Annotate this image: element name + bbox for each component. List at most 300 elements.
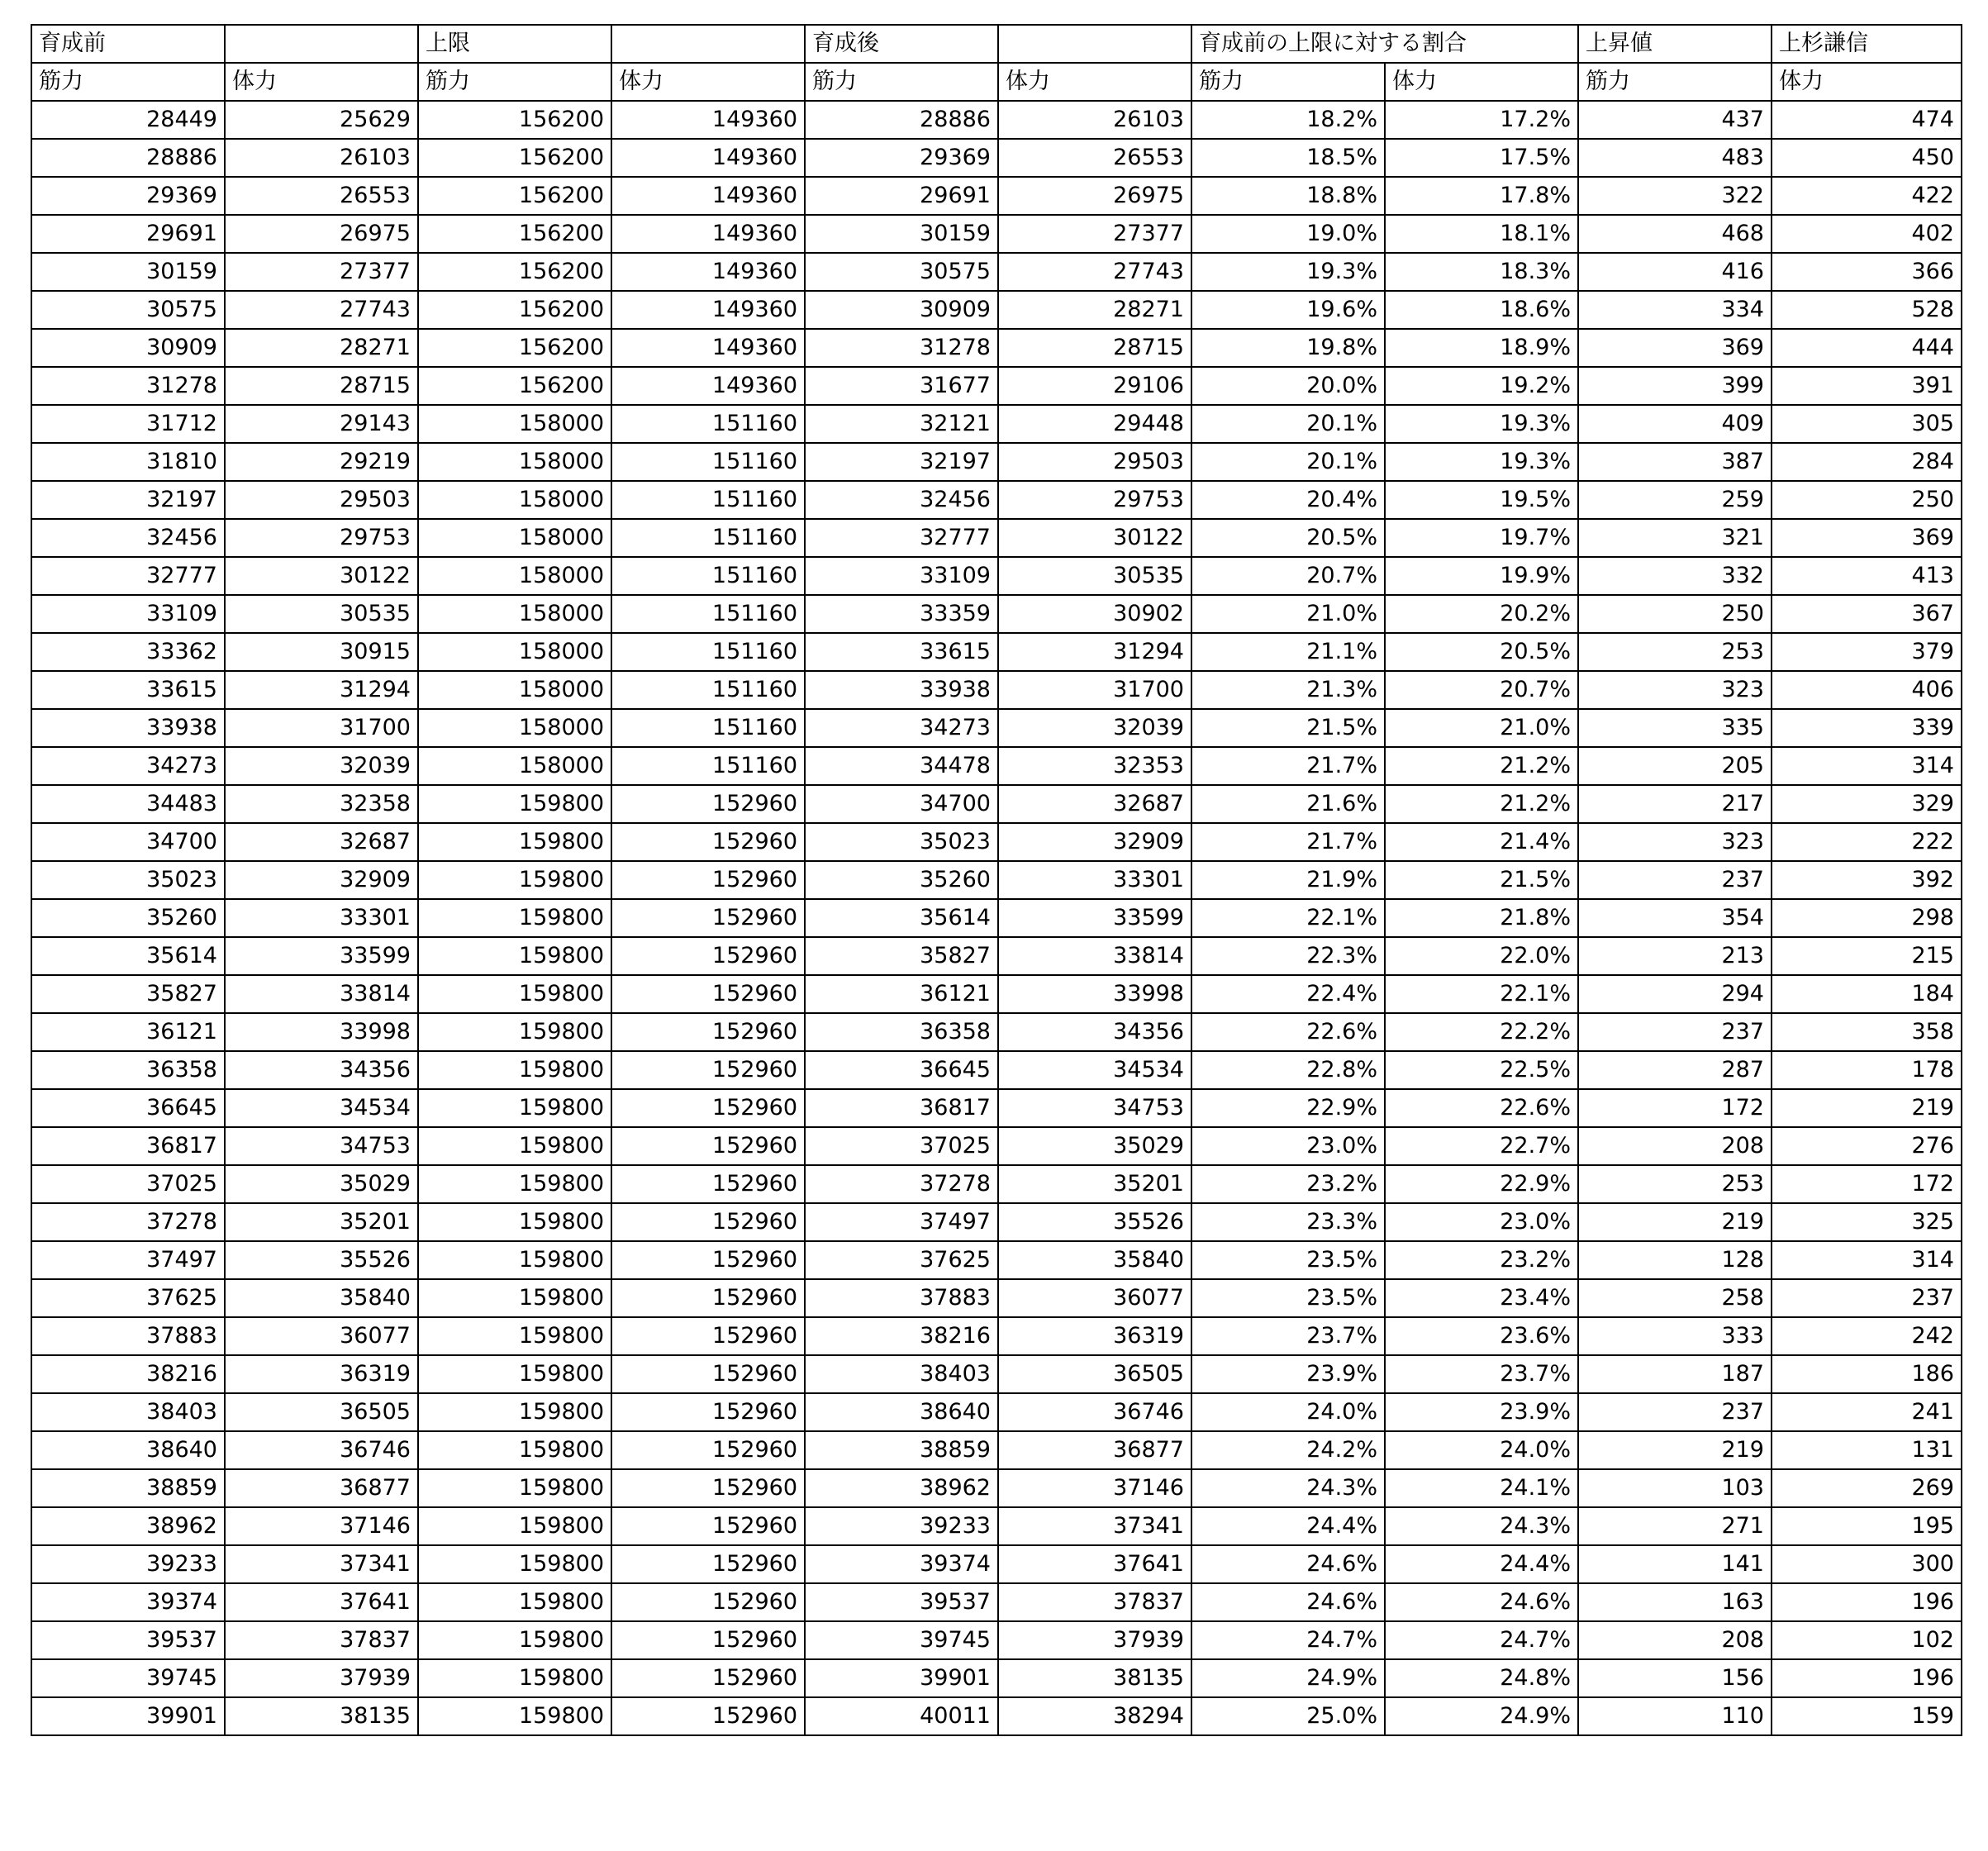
table-cell: 33938 — [805, 671, 998, 709]
table-cell: 19.6% — [1191, 291, 1385, 329]
table-cell: 151160 — [611, 443, 805, 481]
table-cell: 152960 — [611, 1203, 805, 1241]
table-cell: 31810 — [31, 443, 225, 481]
table-cell: 159800 — [418, 1697, 611, 1735]
table-cell: 151160 — [611, 747, 805, 785]
table-cell: 31278 — [805, 329, 998, 367]
table-cell: 152960 — [611, 823, 805, 861]
table-cell: 159800 — [418, 1279, 611, 1317]
table-cell: 30159 — [31, 253, 225, 291]
table-cell: 367 — [1772, 595, 1962, 633]
table-row — [31, 1545, 1962, 1583]
table-cell: 29503 — [998, 443, 1191, 481]
table-cell: 259 — [1578, 481, 1772, 519]
table-cell: 35614 — [805, 899, 998, 937]
table-cell: 30902 — [998, 595, 1191, 633]
table-cell: 32456 — [805, 481, 998, 519]
table-cell: 35827 — [805, 937, 998, 975]
table-row — [31, 671, 1962, 709]
table-cell: 29753 — [998, 481, 1191, 519]
table-cell: 237 — [1578, 861, 1772, 899]
table-cell: 36319 — [998, 1317, 1191, 1355]
table-cell: 158000 — [418, 747, 611, 785]
table-row — [31, 329, 1962, 367]
table-cell: 335 — [1578, 709, 1772, 747]
table-row — [31, 1469, 1962, 1507]
table-cell: 269 — [1772, 1469, 1962, 1507]
table-cell: 28715 — [998, 329, 1191, 367]
table-cell: 33599 — [998, 899, 1191, 937]
header-sub-cell: 体力 — [1772, 63, 1962, 101]
table-cell: 31712 — [31, 405, 225, 443]
table-cell: 314 — [1772, 1241, 1962, 1279]
table-cell: 20.4% — [1191, 481, 1385, 519]
table-row — [31, 291, 1962, 329]
table-cell: 33301 — [225, 899, 418, 937]
table-cell: 29448 — [998, 405, 1191, 443]
table-cell: 22.9% — [1191, 1089, 1385, 1127]
table-row — [31, 1317, 1962, 1355]
table-row — [31, 633, 1962, 671]
table-row — [31, 1279, 1962, 1317]
table-cell: 37146 — [225, 1507, 418, 1545]
table-cell: 24.4% — [1385, 1545, 1578, 1583]
table-cell: 21.0% — [1191, 595, 1385, 633]
table-row — [31, 367, 1962, 405]
table-cell: 28449 — [31, 101, 225, 139]
table-cell: 33938 — [31, 709, 225, 747]
table-cell: 158000 — [418, 709, 611, 747]
table-cell: 156200 — [418, 329, 611, 367]
table-cell: 35827 — [31, 975, 225, 1013]
table-cell: 24.7% — [1385, 1621, 1578, 1659]
table-cell: 24.0% — [1191, 1393, 1385, 1431]
table-row — [31, 747, 1962, 785]
table-cell: 250 — [1578, 595, 1772, 633]
table-cell: 25.0% — [1191, 1697, 1385, 1735]
table-row — [31, 443, 1962, 481]
table-row — [31, 1089, 1962, 1127]
table-cell: 149360 — [611, 291, 805, 329]
table-row — [31, 215, 1962, 253]
table-cell: 26553 — [998, 139, 1191, 177]
table-cell: 366 — [1772, 253, 1962, 291]
table-row — [31, 139, 1962, 177]
table-cell: 186 — [1772, 1355, 1962, 1393]
table-cell: 110 — [1578, 1697, 1772, 1735]
header-limit: 上限 — [418, 25, 611, 63]
table-cell: 36746 — [225, 1431, 418, 1469]
table-row — [31, 823, 1962, 861]
table-cell: 22.7% — [1385, 1127, 1578, 1165]
table-cell: 219 — [1578, 1431, 1772, 1469]
table-cell: 21.1% — [1191, 633, 1385, 671]
table-cell: 36121 — [31, 1013, 225, 1051]
table-cell: 416 — [1578, 253, 1772, 291]
table-cell: 24.8% — [1385, 1659, 1578, 1697]
table-cell: 300 — [1772, 1545, 1962, 1583]
table-cell: 450 — [1772, 139, 1962, 177]
header-sub-cell: 体力 — [998, 63, 1191, 101]
table-cell: 325 — [1772, 1203, 1962, 1241]
table-cell: 152960 — [611, 975, 805, 1013]
table-cell: 152960 — [611, 1697, 805, 1735]
table-cell: 33109 — [805, 557, 998, 595]
table-cell: 321 — [1578, 519, 1772, 557]
table-cell: 205 — [1578, 747, 1772, 785]
table-cell: 37025 — [31, 1165, 225, 1203]
table-cell: 24.7% — [1191, 1621, 1385, 1659]
table-cell: 329 — [1772, 785, 1962, 823]
table-cell: 19.3% — [1385, 405, 1578, 443]
table-cell: 23.6% — [1385, 1317, 1578, 1355]
table-cell: 152960 — [611, 1013, 805, 1051]
table-cell: 158000 — [418, 595, 611, 633]
table-cell: 131 — [1772, 1431, 1962, 1469]
table-cell: 25629 — [225, 101, 418, 139]
table-cell: 399 — [1578, 367, 1772, 405]
table-cell: 152960 — [611, 1583, 805, 1621]
table-cell: 34700 — [31, 823, 225, 861]
table-cell: 158000 — [418, 443, 611, 481]
table-cell: 31677 — [805, 367, 998, 405]
table-cell: 34753 — [998, 1089, 1191, 1127]
table-cell: 271 — [1578, 1507, 1772, 1545]
table-cell: 241 — [1772, 1393, 1962, 1431]
table-cell: 37341 — [998, 1507, 1191, 1545]
table-cell: 151160 — [611, 595, 805, 633]
table-cell: 32456 — [31, 519, 225, 557]
table-cell: 149360 — [611, 101, 805, 139]
table-cell: 18.6% — [1385, 291, 1578, 329]
table-cell: 31294 — [225, 671, 418, 709]
table-cell: 215 — [1772, 937, 1962, 975]
table-cell: 422 — [1772, 177, 1962, 215]
table-cell: 163 — [1578, 1583, 1772, 1621]
table-cell: 38403 — [805, 1355, 998, 1393]
table-cell: 32353 — [998, 747, 1191, 785]
table-cell: 38640 — [805, 1393, 998, 1431]
table-cell: 151160 — [611, 557, 805, 595]
table-cell: 39745 — [805, 1621, 998, 1659]
table-cell: 21.8% — [1385, 899, 1578, 937]
table-cell: 34273 — [805, 709, 998, 747]
table-row — [31, 1127, 1962, 1165]
table-row — [31, 253, 1962, 291]
table-cell: 152960 — [611, 1089, 805, 1127]
table-cell: 323 — [1578, 823, 1772, 861]
table-cell: 27743 — [998, 253, 1191, 291]
table-cell: 38962 — [805, 1469, 998, 1507]
table-cell: 38859 — [805, 1431, 998, 1469]
table-cell: 219 — [1578, 1203, 1772, 1241]
table-cell: 29143 — [225, 405, 418, 443]
table-cell: 159800 — [418, 937, 611, 975]
table-row — [31, 1659, 1962, 1697]
table-cell: 22.9% — [1385, 1165, 1578, 1203]
table-row — [31, 1013, 1962, 1051]
table-cell: 24.2% — [1191, 1431, 1385, 1469]
table-cell: 159800 — [418, 1545, 611, 1583]
table-cell: 152960 — [611, 1507, 805, 1545]
table-cell: 38962 — [31, 1507, 225, 1545]
table-cell: 35614 — [31, 937, 225, 975]
table-cell: 237 — [1772, 1279, 1962, 1317]
table-cell: 19.5% — [1385, 481, 1578, 519]
table-cell: 152960 — [611, 861, 805, 899]
table-row — [31, 177, 1962, 215]
table-row — [31, 1621, 1962, 1659]
table-cell: 152960 — [611, 1165, 805, 1203]
table-cell: 37837 — [998, 1583, 1191, 1621]
table-cell: 37341 — [225, 1545, 418, 1583]
table-cell: 23.2% — [1385, 1241, 1578, 1279]
table-cell: 159800 — [418, 1431, 611, 1469]
table-cell: 151160 — [611, 519, 805, 557]
table-cell: 24.9% — [1191, 1659, 1385, 1697]
table-cell: 305 — [1772, 405, 1962, 443]
table-cell: 35023 — [31, 861, 225, 899]
table-cell: 30159 — [805, 215, 998, 253]
table-row — [31, 785, 1962, 823]
table-cell: 159800 — [418, 785, 611, 823]
table-cell: 103 — [1578, 1469, 1772, 1507]
table-cell: 21.7% — [1191, 823, 1385, 861]
table-cell: 23.0% — [1191, 1127, 1385, 1165]
header-sub-row — [31, 63, 1962, 101]
table-cell: 38403 — [31, 1393, 225, 1431]
table-cell: 35840 — [225, 1279, 418, 1317]
table-cell: 30575 — [31, 291, 225, 329]
table-cell: 39233 — [805, 1507, 998, 1545]
table-cell: 159800 — [418, 1355, 611, 1393]
table-cell: 24.4% — [1191, 1507, 1385, 1545]
header-blank-1 — [225, 25, 418, 63]
table-cell: 32039 — [998, 709, 1191, 747]
table-cell: 20.5% — [1385, 633, 1578, 671]
table-cell: 184 — [1772, 975, 1962, 1013]
table-cell: 35260 — [805, 861, 998, 899]
table-cell: 34483 — [31, 785, 225, 823]
table-cell: 21.5% — [1191, 709, 1385, 747]
table-cell: 159800 — [418, 1051, 611, 1089]
table-cell: 36645 — [805, 1051, 998, 1089]
table-cell: 158000 — [418, 557, 611, 595]
table-cell: 31700 — [225, 709, 418, 747]
table-cell: 159800 — [418, 1393, 611, 1431]
table-cell: 158000 — [418, 405, 611, 443]
table-cell: 32687 — [998, 785, 1191, 823]
table-cell: 19.2% — [1385, 367, 1578, 405]
header-sub-cell: 体力 — [611, 63, 805, 101]
table-cell: 152960 — [611, 1469, 805, 1507]
table-cell: 34534 — [225, 1089, 418, 1127]
table-cell: 36645 — [31, 1089, 225, 1127]
table-cell: 33359 — [805, 595, 998, 633]
table-cell: 32777 — [31, 557, 225, 595]
table-cell: 36319 — [225, 1355, 418, 1393]
table-row — [31, 101, 1962, 139]
table-cell: 36746 — [998, 1393, 1191, 1431]
table-cell: 36505 — [225, 1393, 418, 1431]
table-cell: 40011 — [805, 1697, 998, 1735]
table-cell: 32687 — [225, 823, 418, 861]
table-cell: 172 — [1578, 1089, 1772, 1127]
table-cell: 152960 — [611, 1127, 805, 1165]
table-row — [31, 937, 1962, 975]
table-cell: 24.3% — [1191, 1469, 1385, 1507]
table-cell: 149360 — [611, 139, 805, 177]
table-cell: 28886 — [31, 139, 225, 177]
table-cell: 314 — [1772, 747, 1962, 785]
table-cell: 20.5% — [1191, 519, 1385, 557]
table-cell: 213 — [1578, 937, 1772, 975]
table-cell: 369 — [1578, 329, 1772, 367]
table-cell: 276 — [1772, 1127, 1962, 1165]
table-cell: 18.9% — [1385, 329, 1578, 367]
table-cell: 32039 — [225, 747, 418, 785]
table-row — [31, 1583, 1962, 1621]
table-cell: 31700 — [998, 671, 1191, 709]
table-row — [31, 1241, 1962, 1279]
table-cell: 151160 — [611, 633, 805, 671]
table-cell: 149360 — [611, 215, 805, 253]
table-cell: 34478 — [805, 747, 998, 785]
table-cell: 38859 — [31, 1469, 225, 1507]
table-cell: 156200 — [418, 215, 611, 253]
table-cell: 39374 — [805, 1545, 998, 1583]
table-cell: 24.3% — [1385, 1507, 1578, 1545]
table-cell: 20.2% — [1385, 595, 1578, 633]
table-row — [31, 519, 1962, 557]
table-row — [31, 557, 1962, 595]
table-cell: 21.4% — [1385, 823, 1578, 861]
table-cell: 19.7% — [1385, 519, 1578, 557]
table-cell: 159800 — [418, 975, 611, 1013]
table-cell: 24.6% — [1385, 1583, 1578, 1621]
table-cell: 159800 — [418, 1203, 611, 1241]
table-cell: 29691 — [805, 177, 998, 215]
table-cell: 332 — [1578, 557, 1772, 595]
table-cell: 37497 — [31, 1241, 225, 1279]
table-row — [31, 595, 1962, 633]
table-cell: 19.8% — [1191, 329, 1385, 367]
header-blank-3 — [998, 25, 1191, 63]
table-cell: 158000 — [418, 633, 611, 671]
table-cell: 156200 — [418, 367, 611, 405]
table-cell: 159800 — [418, 899, 611, 937]
table-cell: 208 — [1578, 1127, 1772, 1165]
table-cell: 37883 — [805, 1279, 998, 1317]
table-cell: 21.7% — [1191, 747, 1385, 785]
table-cell: 19.3% — [1191, 253, 1385, 291]
table-cell: 152960 — [611, 1355, 805, 1393]
table-row — [31, 1203, 1962, 1241]
table-cell: 32197 — [805, 443, 998, 481]
table-cell: 159800 — [418, 1165, 611, 1203]
table-cell: 33109 — [31, 595, 225, 633]
table-cell: 26103 — [998, 101, 1191, 139]
table-row — [31, 1697, 1962, 1735]
table-cell: 294 — [1578, 975, 1772, 1013]
table-cell: 23.7% — [1191, 1317, 1385, 1355]
table-cell: 24.6% — [1191, 1583, 1385, 1621]
table-cell: 34273 — [31, 747, 225, 785]
table-cell: 22.4% — [1191, 975, 1385, 1013]
table-row — [31, 709, 1962, 747]
table-cell: 30909 — [31, 329, 225, 367]
table-cell: 151160 — [611, 671, 805, 709]
table-cell: 39901 — [805, 1659, 998, 1697]
table-cell: 152960 — [611, 785, 805, 823]
table-cell: 387 — [1578, 443, 1772, 481]
table-cell: 37625 — [31, 1279, 225, 1317]
table-cell: 409 — [1578, 405, 1772, 443]
table-cell: 32909 — [998, 823, 1191, 861]
table-cell: 20.7% — [1385, 671, 1578, 709]
table-cell: 102 — [1772, 1621, 1962, 1659]
table-cell: 32121 — [805, 405, 998, 443]
table-cell: 156200 — [418, 253, 611, 291]
header-sub-cell: 筋力 — [418, 63, 611, 101]
table-cell: 159800 — [418, 1013, 611, 1051]
header-increase: 上昇値 — [1578, 25, 1772, 63]
table-cell: 37883 — [31, 1317, 225, 1355]
table-cell: 334 — [1578, 291, 1772, 329]
table-cell: 38216 — [805, 1317, 998, 1355]
table-cell: 152960 — [611, 1393, 805, 1431]
table-cell: 30535 — [998, 557, 1191, 595]
table-cell: 159800 — [418, 1317, 611, 1355]
table-cell: 22.6% — [1385, 1089, 1578, 1127]
table-cell: 35029 — [225, 1165, 418, 1203]
table-cell: 152960 — [611, 1659, 805, 1697]
table-row — [31, 1393, 1962, 1431]
table-cell: 33814 — [225, 975, 418, 1013]
table-cell: 39233 — [31, 1545, 225, 1583]
table-cell: 30575 — [805, 253, 998, 291]
header-blank-2 — [611, 25, 805, 63]
header-after: 育成後 — [805, 25, 998, 63]
table-cell: 152960 — [611, 1317, 805, 1355]
table-cell: 258 — [1578, 1279, 1772, 1317]
table-row — [31, 405, 1962, 443]
table-cell: 35029 — [998, 1127, 1191, 1165]
table-cell: 149360 — [611, 253, 805, 291]
table-cell: 444 — [1772, 329, 1962, 367]
table-cell: 23.7% — [1385, 1355, 1578, 1393]
table-cell: 23.4% — [1385, 1279, 1578, 1317]
table-cell: 36505 — [998, 1355, 1191, 1393]
table-cell: 152960 — [611, 1431, 805, 1469]
table-cell: 151160 — [611, 709, 805, 747]
table-cell: 34356 — [225, 1051, 418, 1089]
table-cell: 27377 — [225, 253, 418, 291]
table-cell: 287 — [1578, 1051, 1772, 1089]
table-cell: 217 — [1578, 785, 1772, 823]
table-cell: 152960 — [611, 1279, 805, 1317]
table-cell: 21.9% — [1191, 861, 1385, 899]
header-sub-cell: 筋力 — [1578, 63, 1772, 101]
table-cell: 28271 — [225, 329, 418, 367]
table-cell: 406 — [1772, 671, 1962, 709]
table-cell: 379 — [1772, 633, 1962, 671]
table-cell: 437 — [1578, 101, 1772, 139]
table-cell: 34534 — [998, 1051, 1191, 1089]
table-cell: 219 — [1772, 1089, 1962, 1127]
table-cell: 34356 — [998, 1013, 1191, 1051]
table-cell: 39374 — [31, 1583, 225, 1621]
